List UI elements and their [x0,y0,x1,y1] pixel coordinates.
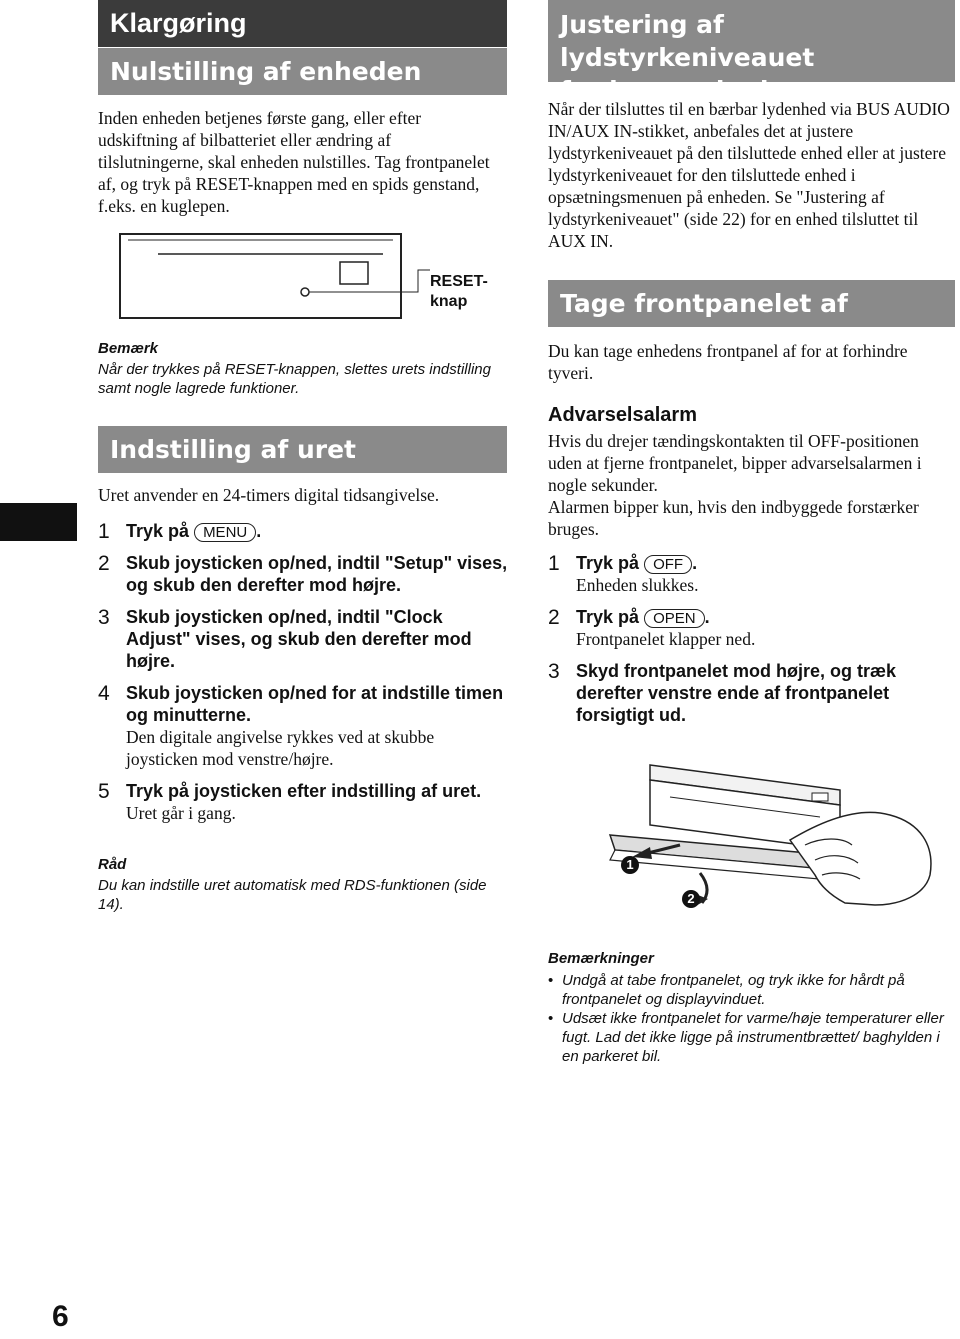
step-number: 2 [548,606,560,629]
section-title-clock: Indstilling af uret [98,426,507,473]
reset-button-figure [118,232,403,320]
detach-step-2: 2 Tryk på OPEN . Frontpanelet klapper ned. [548,606,948,650]
step-text: Tryk på joysticken efter indstilling af uret. [126,781,482,801]
step-text: Skub joysticken op/ned for at indstille timen og minutterne. [126,683,504,725]
reset-label: RESET- knap [430,273,488,310]
clock-intro: Uret anvender en 24-timers digital tidsangivelse. [98,485,440,505]
alarm-heading: Advarselsalarm [548,404,697,426]
step-number: 3 [548,660,560,683]
clock-step-3 [98,606,508,672]
chapter-title: Klargøring [98,0,507,47]
clock-step-2 [98,552,508,596]
section-title-reset: Nulstilling af enheden [98,48,507,95]
detach-step-1: 1 Tryk på OFF . Enheden slukkes. [548,552,948,596]
step-text: Skub joysticken op/ned, indtil "Setup" vises, og skub den derefter mod højre. [126,553,508,595]
menu-button[interactable]: MENU [194,523,256,542]
step-number: 1 [98,520,110,543]
callout-2: 2 [682,890,700,908]
step-subtext: Frontpanelet klapper ned. [576,629,756,649]
step-number: 3 [98,606,110,629]
step-text: Tryk på [126,521,190,541]
clock-step-1: 1 Tryk på MENU . [98,520,262,543]
detach-step-3 [548,660,948,726]
chapter-tab-marker [0,503,77,541]
alarm-text-2: Alarmen bipper kun, hvis den indbyggede forstærker bruges. [548,497,919,539]
step-text: Skub joysticken op/ned, indtil "Clock Adjust" vises, og skub den derefter mod højre. [126,607,472,671]
volume-paragraph: Når der tilsluttes til en bærbar lydenhed via BUS AUDIO IN/AUX IN-stikket, anbefales det at justere lydstyrkeniveauet på den tilsluttede enhed eller at justere lydstyrkeniveauet for den tilsluttede enhed i opsætningsmenuen på enheden. Se "Justering af lydstyrkeniveauet" (side 22) for en enhed tilsluttet til AUX IN. [548,99,950,251]
note-text: Når der trykkes på RESET-knappen, slettes urets indstilling samt nogle lagrede funktioner. [98,361,491,397]
tip-text: Du kan indstille uret automatisk med RDS-funktionen (side 14). [98,877,487,913]
detach-intro: Du kan tage enhedens frontpanel af for at forhindre tyveri. [548,341,908,383]
step-subtext: Den digitale angivelse rykkes ved at skubbe joysticken mod venstre/højre. [126,727,435,769]
note-item: • Undgå at tabe frontpanelet, og tryk ikke for hårdt på frontpanelet og displayvinduet. [548,971,953,1009]
reset-paragraph: Inden enheden betjenes første gang, eller efter udskiftning af bilbatteriet eller ændring af tilslutningerne, skal enheden nulstilles. Tag frontpanelet af, og tryk på RESET-knappen med en spids genstand, f.eks. en kuglepen. [98,108,490,216]
step-subtext: Uret går i gang. [126,803,236,823]
notes-list [548,971,953,1066]
notes-heading: Bemærkninger [548,950,654,967]
step-number: 1 [548,552,560,575]
page-number: 6 [52,1300,69,1333]
step-number: 2 [98,552,110,575]
alarm-text: Hvis du drejer tændingskontakten til OFF-positionen uden at fjerne frontpanelet, bipper advarselsalarmen i nogle sekunder. [548,431,922,495]
note-item: • Udsæt ikke frontpanelet for varme/høje temperaturer eller fugt. Lad det ikke ligge på instrumentbrættet/ baghylden i en parkeret bil. [548,1009,953,1066]
note-heading: Bemærk [98,340,159,357]
step-text: Tryk på [576,607,640,627]
reset-callout-line [400,260,432,300]
section-title-volume: Justering af lydstyrkeniveauet for hver enhed [548,0,955,82]
callout-1: 1 [621,856,639,874]
step-number: 4 [98,682,110,705]
off-button[interactable]: OFF [644,555,692,574]
tip-heading: Råd [98,856,127,873]
step-number: 5 [98,780,110,803]
step-text: Tryk på [576,553,640,573]
front-panel-illustration [590,745,940,930]
section-title-detach: Tage frontpanelet af [548,280,955,327]
open-button[interactable]: OPEN [644,609,705,628]
clock-step-4 [98,682,508,770]
step-subtext: Enheden slukkes. [576,575,699,595]
step-text: Skyd frontpanelet mod højre, og træk derefter venstre ende af frontpanelet forsigtigt ud. [576,661,897,725]
clock-step-5 [98,780,508,824]
